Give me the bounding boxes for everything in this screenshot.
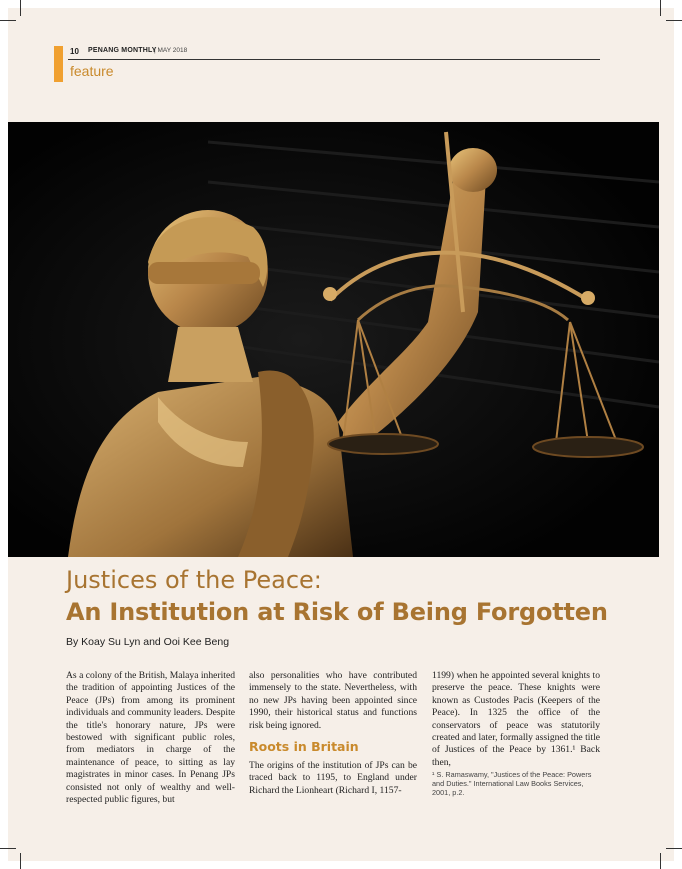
footnote: ¹ S. Ramaswamy, "Justices of the Peace: Powers and Duties." International Law Books Services, 2001, p.2. (432, 770, 592, 797)
header-rule (68, 59, 600, 60)
body-column-2-continued: The origins of the institution of JPs can be traced back to 1195, to England under Richard the Lionheart (Richard I, 1157- (249, 760, 417, 796)
section-accent-bar (54, 46, 63, 82)
body-column-1: As a colony of the British, Malaya inherited the tradition of appointing Justices of the Peace (JPs) from among its prominent individuals and community leaders. Despite the title's honorary nature, JPs were bestowed with significant public roles, from mediators in charge of the maintenance of peace, to sitting as lay magistrates in minor cases. In Penang JPs consisted not only of wealthy and well-respected public figures, but (66, 670, 235, 806)
subheading: Roots in Britain (249, 739, 359, 754)
crop-mark (0, 848, 16, 849)
body-column-2: also personalities who have contributed immensely to the state. Nevertheless, with no new JPs having been appointed since 1990, their historical status and functions risk being ignored. (249, 670, 417, 731)
crop-mark (660, 0, 661, 16)
byline: By Koay Su Lyn and Ooi Kee Beng (66, 636, 230, 648)
article-title-line1: Justices of the Peace: (66, 566, 322, 594)
crop-mark (660, 853, 661, 869)
page-header (54, 46, 666, 82)
crop-mark (666, 848, 682, 849)
lady-justice-illustration (8, 122, 659, 557)
issue-date: | MAY 2018 (154, 47, 188, 54)
lady-justice-photo (8, 122, 659, 557)
article-title-line2: An Institution at Risk of Being Forgotten (66, 598, 608, 626)
crop-mark (666, 20, 682, 21)
crop-mark (20, 0, 21, 16)
crop-mark (0, 20, 16, 21)
page-number: 10 (70, 47, 79, 56)
crop-mark (20, 853, 21, 869)
body-column-3: 1199) when he appointed several knights to preserve the peace. These knights were known as Custodes Pacis (Keepers of the Peace). In 1325 the office of the conservators of peace was statutorily created and later, formally assigned the title of Justices of the Peace by 1361.¹ Back then, (432, 670, 600, 768)
magazine-logo: PENANG MONTHLY (88, 47, 157, 54)
section-label: feature (70, 63, 114, 79)
